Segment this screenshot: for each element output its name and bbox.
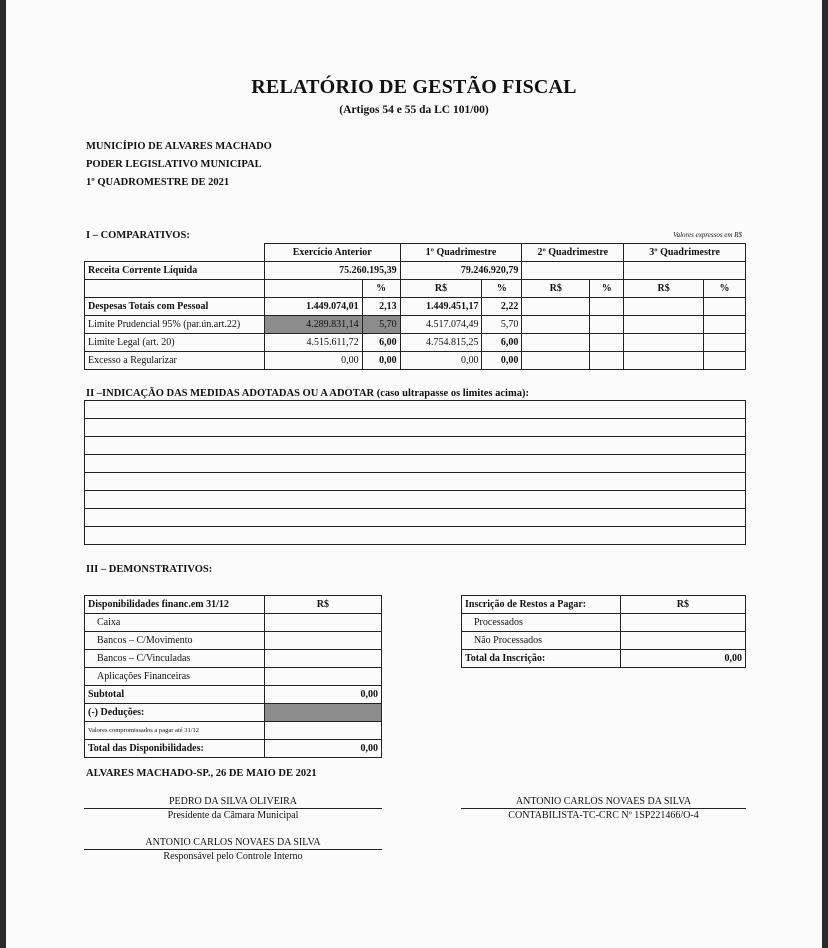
sub-header: % bbox=[704, 280, 746, 298]
municipality-name: MUNICÍPIO DE ALVARES MACHADO bbox=[86, 141, 272, 152]
restos-table bbox=[461, 595, 746, 668]
section-comparativos-title: I – COMPARATIVOS: bbox=[86, 230, 190, 241]
table-cell: 0,00 bbox=[362, 352, 400, 370]
total-inscricao-label: Total da Inscrição: bbox=[462, 650, 621, 668]
sub-header: % bbox=[482, 280, 522, 298]
comparativos-header-row bbox=[85, 244, 746, 262]
table-cell bbox=[624, 298, 704, 316]
sub-header: % bbox=[362, 280, 400, 298]
subtotal-label: Subtotal bbox=[85, 686, 265, 704]
blank-row bbox=[85, 473, 746, 491]
subtotal-row bbox=[85, 686, 382, 704]
table-cell: 5,70 bbox=[482, 316, 522, 334]
table-cell: 4.754.815,25 bbox=[400, 334, 482, 352]
disp-header-row bbox=[85, 596, 382, 614]
table-cell bbox=[590, 334, 624, 352]
place-date: ALVARES MACHADO-SP., 26 DE MAIO DE 2021 bbox=[86, 768, 317, 779]
table-cell bbox=[590, 316, 624, 334]
table-cell bbox=[704, 298, 746, 316]
disponibilidades-table bbox=[84, 595, 382, 758]
blank-row bbox=[85, 419, 746, 437]
table-cell bbox=[522, 316, 590, 334]
rcl-row bbox=[85, 262, 746, 280]
sig3-name: ANTONIO CARLOS NOVAES DA SILVA bbox=[145, 837, 321, 848]
signature-line bbox=[461, 808, 746, 809]
disp-item: Caixa bbox=[85, 614, 265, 632]
blank-row bbox=[85, 437, 746, 455]
blank-row bbox=[85, 527, 746, 545]
sig1-role: Presidente da Câmara Municipal bbox=[167, 810, 299, 821]
table-row bbox=[85, 334, 746, 352]
table-row bbox=[85, 298, 746, 316]
rcl-value bbox=[624, 262, 746, 280]
table-cell bbox=[522, 334, 590, 352]
table-cell bbox=[590, 352, 624, 370]
blank-row bbox=[85, 509, 746, 527]
signature-line bbox=[84, 808, 382, 809]
table-cell bbox=[624, 352, 704, 370]
section-demonstrativos-title: III – DEMONSTRATIVOS: bbox=[86, 564, 213, 575]
table-cell bbox=[590, 298, 624, 316]
table-row bbox=[85, 316, 746, 334]
table-cell: 4.515.611,72 bbox=[264, 334, 362, 352]
row-label: Excesso a Regularizar bbox=[85, 352, 265, 370]
sub-header: R$ bbox=[522, 280, 590, 298]
table-cell bbox=[704, 316, 746, 334]
total-disp-label: Total das Disponibilidades: bbox=[85, 740, 265, 758]
sub-header bbox=[264, 280, 362, 298]
table-row bbox=[85, 352, 746, 370]
table-cell: 2,22 bbox=[482, 298, 522, 316]
col-header: 3º Quadrimestre bbox=[624, 244, 746, 262]
rcl-value: 75.260.195,39 bbox=[264, 262, 400, 280]
table-row bbox=[85, 668, 382, 686]
table-row bbox=[462, 614, 746, 632]
table-cell: 0,00 bbox=[264, 352, 362, 370]
disp-item: Bancos – C/Movimento bbox=[85, 632, 265, 650]
sig2-role: CONTABILISTA-TC-CRC Nº 1SP221466/O-4 bbox=[508, 810, 699, 821]
total-inscricao-value: 0,00 bbox=[620, 650, 745, 668]
disp-header: Disponibilidades financ.em 31/12 bbox=[85, 596, 265, 614]
table-row bbox=[85, 614, 382, 632]
table-cell bbox=[704, 334, 746, 352]
table-cell: 0,00 bbox=[400, 352, 482, 370]
table-cell: 5,70 bbox=[362, 316, 400, 334]
report-title: RELATÓRIO DE GESTÃO FISCAL bbox=[251, 76, 577, 98]
total-disp-value: 0,00 bbox=[264, 740, 381, 758]
col-header: Exercício Anterior bbox=[264, 244, 400, 262]
col-header: 1º Quadrimestre bbox=[400, 244, 522, 262]
sub-header: % bbox=[590, 280, 624, 298]
table-cell bbox=[624, 334, 704, 352]
rcl-label: Receita Corrente Líquida bbox=[85, 262, 265, 280]
total-disp-row bbox=[85, 740, 382, 758]
table-cell bbox=[704, 352, 746, 370]
rcl-value bbox=[522, 262, 624, 280]
power-name: PODER LEGISLATIVO MUNICIPAL bbox=[86, 159, 262, 170]
restos-item: Processados bbox=[462, 614, 621, 632]
table-cell: 0,00 bbox=[482, 352, 522, 370]
table-cell: 6,00 bbox=[482, 334, 522, 352]
disp-currency: R$ bbox=[264, 596, 381, 614]
sig1-name: PEDRO DA SILVA OLIVEIRA bbox=[168, 796, 298, 807]
total-inscricao-row bbox=[462, 650, 746, 668]
row-label: Limite Legal (art. 20) bbox=[85, 334, 265, 352]
restos-header-row bbox=[462, 596, 746, 614]
table-cell: 4.517.074,49 bbox=[400, 316, 482, 334]
row-label: Despesas Totais com Pessoal bbox=[85, 298, 265, 316]
row-label: Limite Prudencial 95% (par.ún.art.22) bbox=[85, 316, 265, 334]
restos-currency: R$ bbox=[620, 596, 745, 614]
restos-header: Inscrição de Restos a Pagar: bbox=[462, 596, 621, 614]
table-cell: 6,00 bbox=[362, 334, 400, 352]
currency-note: Valores expressos em R$ bbox=[673, 231, 742, 239]
table-cell: 4.289.831,14 bbox=[264, 316, 362, 334]
table-cell bbox=[522, 352, 590, 370]
section-medidas-title: II –INDICAÇÃO DAS MEDIDAS ADOTADAS OU A ADOTAR (caso ultrapasse os limites acima): bbox=[86, 388, 529, 399]
sig2-name: ANTONIO CARLOS NOVAES DA SILVA bbox=[515, 796, 692, 807]
blank-row bbox=[85, 401, 746, 419]
signature-line bbox=[84, 849, 382, 850]
deducoes-label: (-) Deduções: bbox=[85, 704, 265, 722]
table-cell bbox=[624, 316, 704, 334]
comparativos-table bbox=[84, 243, 746, 370]
subtotal-value: 0,00 bbox=[264, 686, 381, 704]
table-cell bbox=[522, 298, 590, 316]
sub-header: R$ bbox=[400, 280, 482, 298]
deducoes-row bbox=[85, 704, 382, 722]
table-cell: 2,13 bbox=[362, 298, 400, 316]
table-row bbox=[462, 632, 746, 650]
table-cell: 1.449.451,17 bbox=[400, 298, 482, 316]
valores-label: Valores compromissados a pagar até 31/12 bbox=[85, 722, 265, 740]
restos-item: Não Processados bbox=[462, 632, 621, 650]
blank-row bbox=[85, 455, 746, 473]
medidas-table bbox=[84, 400, 746, 545]
table-row bbox=[85, 632, 382, 650]
valores-row bbox=[85, 722, 382, 740]
sig3-role: Responsável pelo Controle Interno bbox=[163, 851, 303, 862]
table-row bbox=[85, 650, 382, 668]
col-header: 2º Quadrimestre bbox=[522, 244, 624, 262]
table-cell: 1.449.074,01 bbox=[264, 298, 362, 316]
rcl-value: 79.246.920,79 bbox=[400, 262, 522, 280]
blank-row bbox=[85, 491, 746, 509]
disp-item: Aplicações Financeiras bbox=[85, 668, 265, 686]
sub-header: R$ bbox=[624, 280, 704, 298]
report-subtitle: (Artigos 54 e 55 da LC 101/00) bbox=[339, 104, 489, 116]
period-label: 1º QUADROMESTRE DE 2021 bbox=[86, 177, 230, 188]
sub-header-row bbox=[85, 280, 746, 298]
disp-item: Bancos – C/Vinculadas bbox=[85, 650, 265, 668]
